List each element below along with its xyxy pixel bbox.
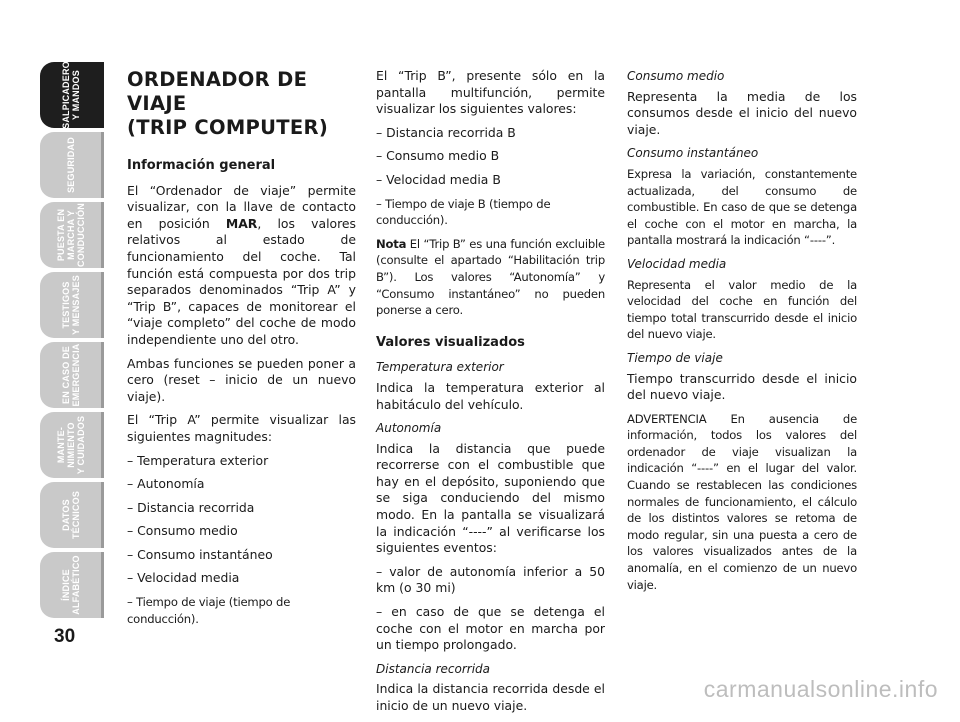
list-item: – Tiempo de viaje (tiempo de conducción). (127, 595, 291, 626)
tab-label: ÍNDICE ALFABÉTICO (60, 555, 81, 615)
list-item: – Consumo medio (127, 523, 238, 539)
column-3 (627, 68, 857, 600)
list-item: – Velocidad media B (376, 171, 501, 187)
tab-seguridad[interactable] (40, 132, 104, 198)
tab-label: MANTE- NIMIENTO Y CUIDADOS (55, 415, 86, 475)
paragraph (127, 183, 356, 349)
note-paragraph (376, 236, 605, 319)
tab-testigos[interactable] (40, 272, 104, 338)
paragraph: – valor de autonomía inferior a 50 km (o 30 mi) (376, 563, 605, 596)
subheading: Velocidad media (627, 256, 727, 271)
page-number: 30 (54, 626, 76, 647)
tab-datos-tecnicos[interactable] (40, 482, 104, 548)
paragraph: – en caso de que se detenga el coche con el motor en marcha por un tiempo prolongado. (376, 604, 605, 653)
watermark: carmanualsonline.info (703, 676, 938, 702)
tab-label: SALPICADERO Y MANDOS (60, 61, 81, 129)
note-text: El “Trip B” es una función excluible (consulte el apartado “Habilitación trip B”). Los valores “Autonomía” y “Consumo instantáneo” no pueden ponerse a cero. (376, 236, 605, 318)
section-sidebar (40, 62, 104, 622)
subheading: Temperatura exterior (376, 360, 504, 375)
title-line: (TRIP COMPUTER) (127, 116, 329, 139)
paragraph: Indica la distancia recorrida desde el inicio de un nuevo viaje. (376, 681, 605, 713)
tab-indice[interactable] (40, 552, 104, 618)
tab-label: TESTIGOS Y MENSAJES (60, 275, 81, 335)
list-item: – Temperatura exterior (127, 452, 269, 468)
tab-label: SEGURIDAD (65, 137, 76, 193)
list-item: – Velocidad media (127, 570, 240, 586)
tab-puesta-en-marcha[interactable] (40, 202, 104, 268)
column-2 (376, 68, 605, 722)
subheading: Tiempo de viaje (627, 350, 723, 365)
text: , los valores relativos al estado de funcionamiento del coche. Tal función está compuesta por dos trip separados denominados “Trip A” y “Trip B”, capaces de monitorear el “viaje completo” del coche de modo independiente uno del otro. (127, 215, 356, 347)
paragraph: El “Trip A” permite visualizar las siguientes magnitudes: (127, 412, 356, 444)
tab-label: EN CASO DE EMERGENCIA (60, 343, 81, 407)
paragraph: El “Trip B”, presente sólo en la pantalla multifunción, permite visualizar los siguientes valores: (376, 68, 605, 117)
list-item: – Consumo medio B (376, 148, 500, 164)
paragraph: Ambas funciones se pueden poner a cero (reset – inicio de un nuevo viaje). (127, 355, 356, 404)
paragraph: Representa la media de los consumos desde el inicio del nuevo viaje. (627, 88, 857, 137)
tab-label: PUESTA EN MARCHA Y CONDUCCIÓN (55, 203, 86, 267)
tab-label: DATOS TÉCNICOS (60, 490, 81, 540)
list-item: – Distancia recorrida B (376, 124, 516, 140)
section-heading: Valores visualizados (376, 334, 525, 350)
column-1 (127, 68, 356, 634)
section-heading: Información general (127, 158, 276, 173)
tab-salpicadero[interactable] (40, 62, 104, 128)
tab-mantenimiento[interactable] (40, 412, 104, 478)
text: El “Ordenador de viaje” permite visualizar, con la llave de contacto en posición (127, 182, 356, 231)
list-item: – Autonomía (127, 476, 205, 492)
title-line: ORDENADOR DE VIAJE (127, 68, 308, 115)
page-title (127, 68, 356, 140)
list-item: – Tiempo de viaje B (tiempo de conducción). (376, 196, 551, 228)
paragraph: Representa el valor medio de la velocidad del coche en función del tiempo total transcurrido desde el inicio del nuevo viaje. (627, 277, 857, 342)
paragraph: Expresa la variación, constantemente actualizada, del consumo de combustible. En caso de que se detenga el coche con el motor en marcha, la pantalla mostrará la indicación “----”. (627, 166, 857, 248)
subheading: Autonomía (376, 421, 442, 436)
subheading: Consumo medio (627, 69, 725, 83)
note-label: Nota (376, 236, 407, 251)
tab-emergencia[interactable] (40, 342, 104, 408)
list-item: – Consumo instantáneo (127, 546, 273, 562)
paragraph: Tiempo transcurrido desde el inicio del nuevo viaje. (627, 370, 857, 403)
bold-term: MAR (225, 215, 258, 231)
subheading: Consumo instantáneo (627, 146, 759, 161)
paragraph: Indica la distancia que puede recorrerse con el combustible que hay en el depósito, suponiendo que se siga conduciendo del mismo modo. En la pantalla se visualizará la indicación “----” al verificarse los siguientes eventos: (376, 440, 605, 556)
subheading: Distancia recorrida (376, 661, 491, 676)
warning-paragraph: ADVERTENCIA En ausencia de información, todos los valores del ordenador de viaje visualizan la indicación “----” en el lugar del valor. Cuando se restablecen las condiciones normales de funcionamiento, el cálculo de los distintos valores se retoma de modo regular, sin una puesta a cero de los valores visualizados antes de la anomalía, en el comienzo de un nuevo viaje. (627, 411, 857, 592)
list-item: – Distancia recorrida (127, 499, 255, 515)
paragraph: Indica la temperatura exterior al habitáculo del vehículo. (376, 379, 605, 412)
